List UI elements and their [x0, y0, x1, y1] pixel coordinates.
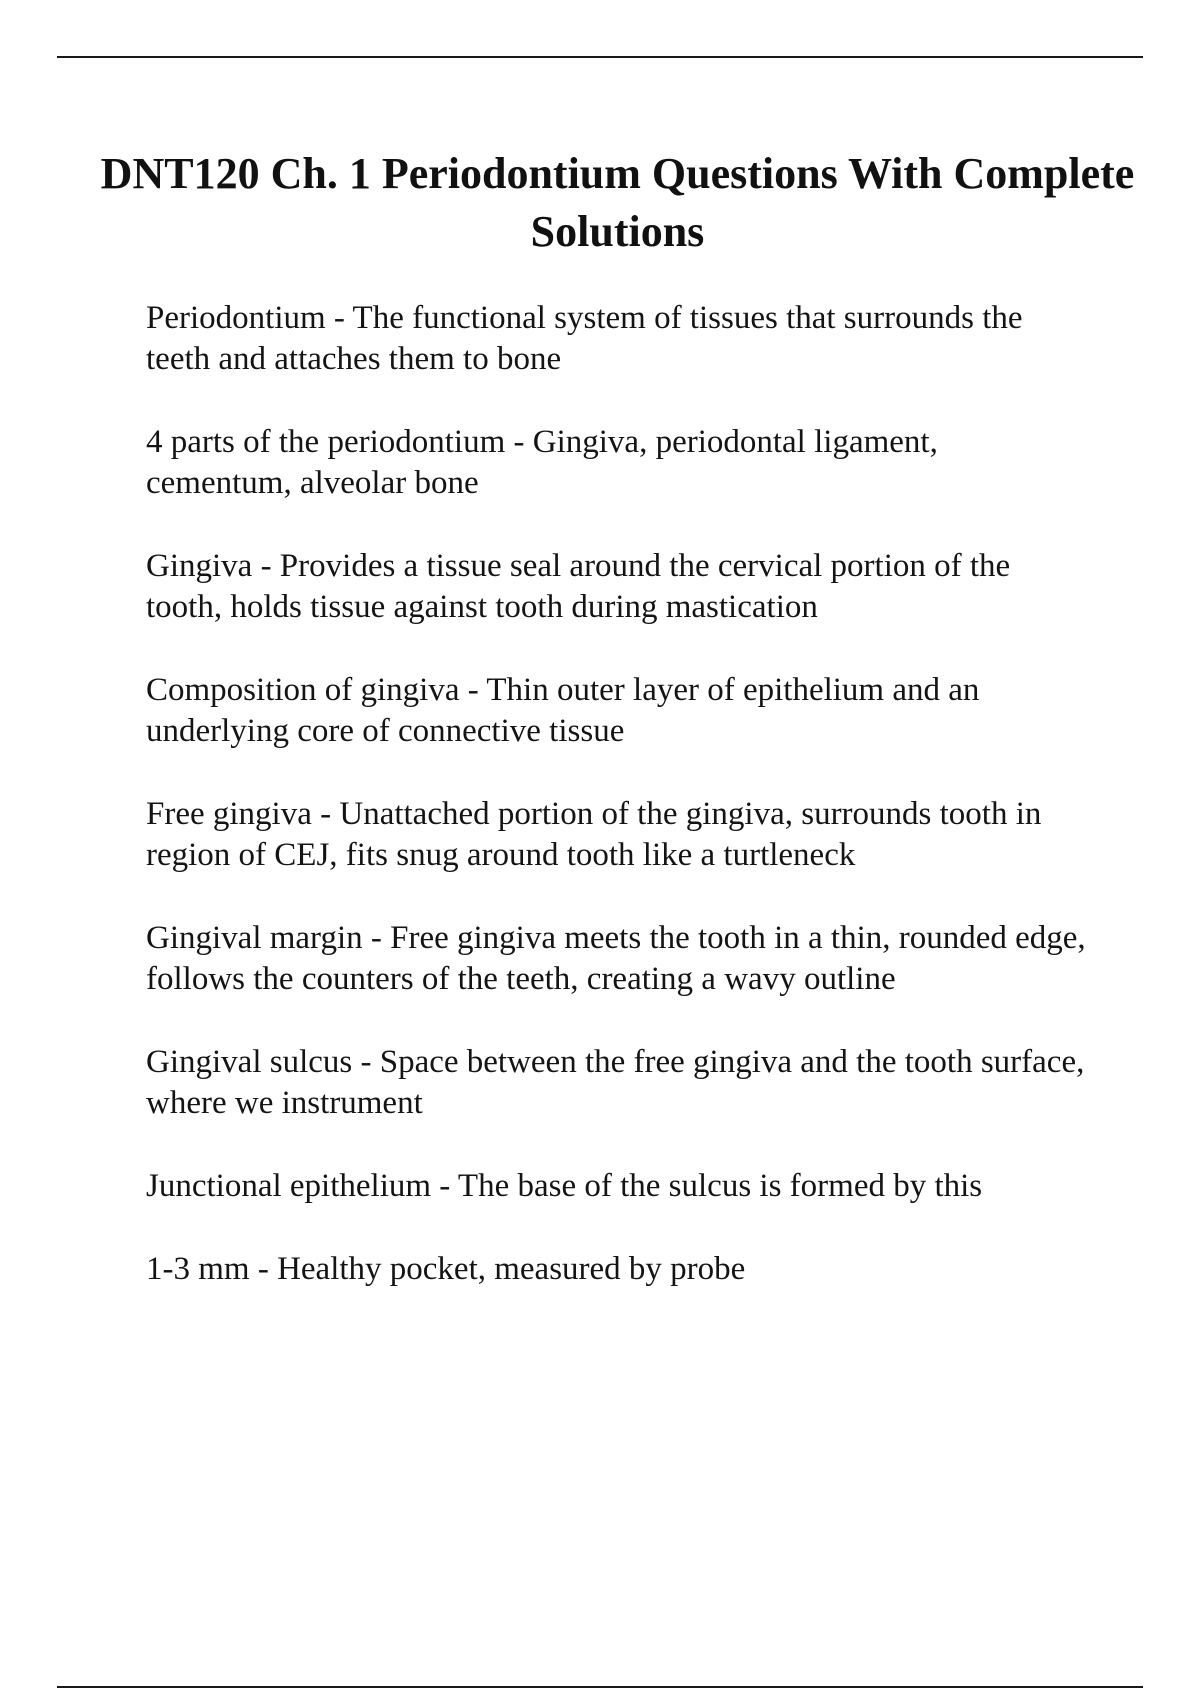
entry-item: Free gingiva - Unattached portion of the gingiva, surrounds tooth in region of CEJ, fits snug around tooth like a turtleneck [146, 796, 1042, 873]
entry-item: Gingival margin - Free gingiva meets the tooth in a thin, rounded edge, follows the counters of the teeth, creating a wavy outline [146, 920, 1086, 997]
top-rule [57, 56, 1143, 58]
entry-item: Periodontium - The functional system of tissues that surrounds the teeth and attaches them to bone [146, 300, 1023, 377]
entry-item: 1-3 mm - Healthy pocket, measured by probe [146, 1251, 746, 1287]
entry-item: Junctional epithelium - The base of the sulcus is formed by this [146, 1168, 983, 1204]
entry-list [146, 298, 1091, 1332]
entry-item: Gingiva - Provides a tissue seal around the cervical portion of the tooth, holds tissue against tooth during mastication [146, 548, 1011, 625]
entry-item: Composition of gingiva - Thin outer layer of epithelium and an underlying core of connective tissue [146, 672, 980, 749]
bottom-rule [57, 1686, 1143, 1688]
entry-item: 4 parts of the periodontium - Gingiva, periodontal ligament, cementum, alveolar bone [146, 424, 938, 501]
document-title: DNT120 Ch. 1 Periodontium Questions With Complete Solutions [100, 149, 1135, 256]
entry-item: Gingival sulcus - Space between the free gingiva and the tooth surface, where we instrument [146, 1044, 1085, 1121]
